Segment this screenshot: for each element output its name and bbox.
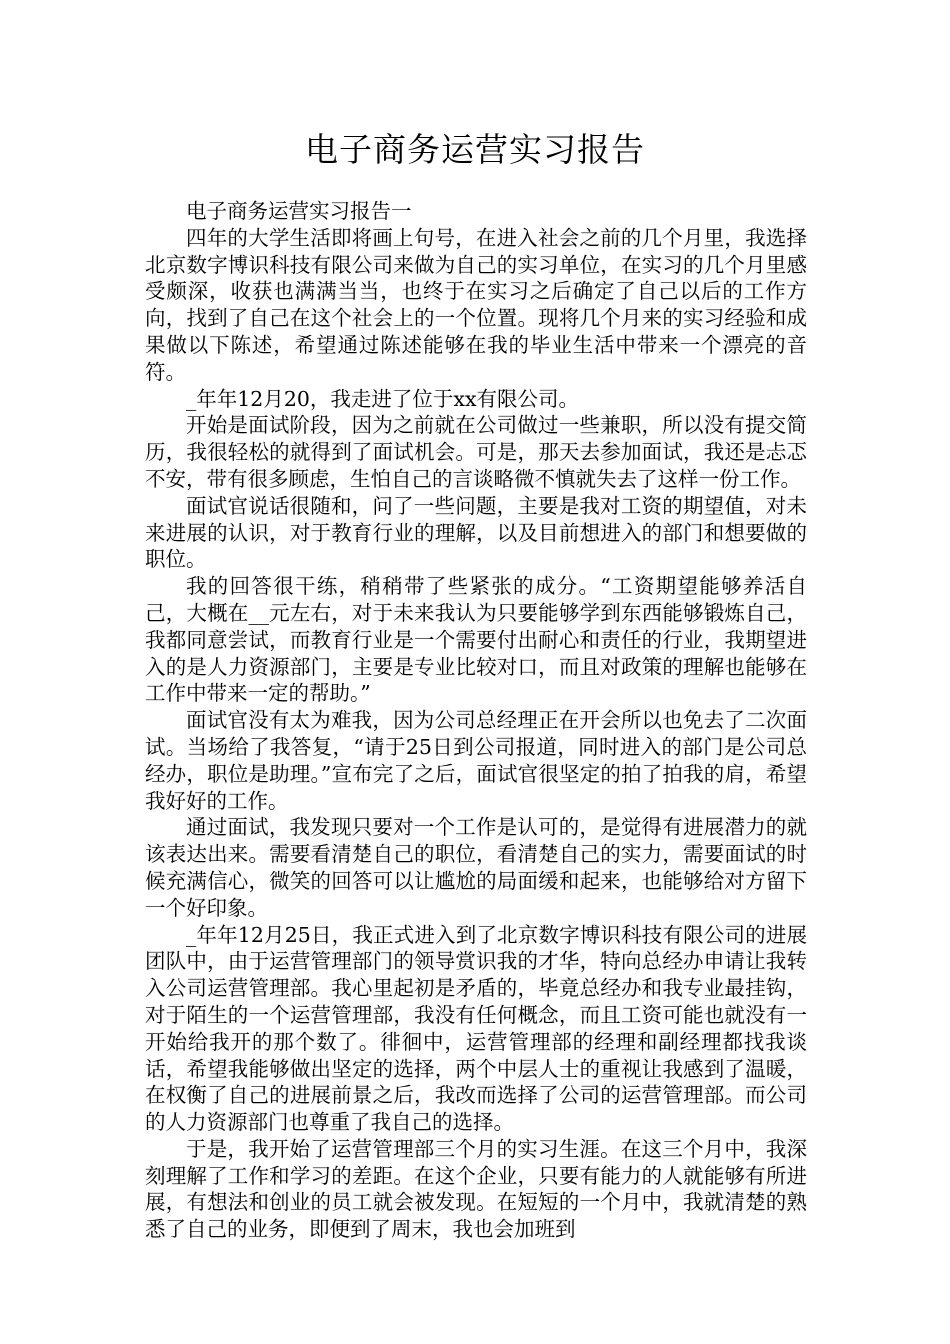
paragraph-interview-result: 面试官没有太为难我，因为公司总经理正在开会所以也免去了二次面试。当场给了我答复，“请于25日到公司报道，同时进入的部门是公司总经办，职位是助理。”宣布完了之后，面试官很坚定的拍了拍我的肩，希望我好好的工作。 xyxy=(145,708,807,813)
paragraph-internship-period: 于是，我开始了运营管理部三个月的实习生涯。在这三个月中，我深刻理解了工作和学习的差距。在这个企业，只要有能力的人就能够有所进展，有想法和创业的员工就会被发现。在短短的一个月中，我就清楚的熟悉了自己的业务，即便到了周末，我也会加班到 xyxy=(145,1136,807,1242)
paragraph-interview-start: 开始是面试阶段，因为之前就在公司做过一些兼职，所以没有提交简历，我很轻松的就得到了面试机会。可是，那天去参加面试，我还是忐忑不安，带有很多顾虑，生怕自己的言谈略微不慎就失去了这样一份工作。 xyxy=(145,413,807,491)
paragraph-my-answer: 我的回答很干练，稍稍带了些紧张的成分。“工资期望能够养活自己，大概在__元左右，对于未来我认为只要能够学到东西能够锻炼自己，我都同意尝试，而教育行业是一个需要付出耐心和责任的行业，我期望进入的是人力资源部门，主要是专业比较对口，而且对政策的理解也能够在工作中带来一定的帮助。” xyxy=(145,574,807,706)
document-body xyxy=(145,198,807,1243)
paragraph-interview-lesson: 通过面试，我发现只要对一个工作是认可的，是觉得有进展潜力的就该表达出来。需要看清楚自己的职位，看清楚自己的实力，需要面试的时候充满信心，微笑的回答可以让尴尬的局面缓和起来，也能够给对方留下一个好印象。 xyxy=(145,815,807,920)
document-title: 电子商务运营实习报告 xyxy=(305,130,645,169)
paragraph-date-entry: _年年12月20，我走进了位于xx有限公司。 xyxy=(186,386,580,411)
paragraph-joining-team: _年年12月25日，我正式进入到了北京数字博识科技有限公司的进展团队中，由于运营管理部门的领导赏识我的才华，特向总经办申请让我转入公司运营管理部。我心里起初是矛盾的，毕竟总经办和我专业最挂钩，对于陌生的一个运营管理部，我没有任何概念，而且工资可能也就没有一开始给我开的那个数了。徘徊中，运营管理部的经理和副经理都找我谈话，希望我能够做出坚定的选择，两个中层人士的重视让我感到了温暖，在权衡了自己的进展前景之后，我改而选择了公司的运营管理部。而公司的人力资源部门也尊重了我自己的选择。 xyxy=(145,922,807,1135)
paragraph-intro: 四年的大学生活即将画上句号，在进入社会之前的几个月里，我选择北京数字博识科技有限公司来做为自己的实习单位，在实习的几个月里感受颇深，收获也满满当当，也终于在实习之后确定了自己以后的工作方向，找到了自己在这个社会上的一个位置。现将几个月来的实习经验和成果做以下陈述，希望通过陈述能够在我的毕业生活中带来一个漂亮的音符。 xyxy=(145,225,807,384)
paragraph-subtitle: 电子商务运营实习报告一 xyxy=(186,199,412,223)
paragraph-interviewer-questions: 面试官说话很随和，问了一些问题，主要是我对工资的期望值，对未来进展的认识，对于教育行业的理解，以及目前想进入的部门和想要做的职位。 xyxy=(145,493,807,572)
